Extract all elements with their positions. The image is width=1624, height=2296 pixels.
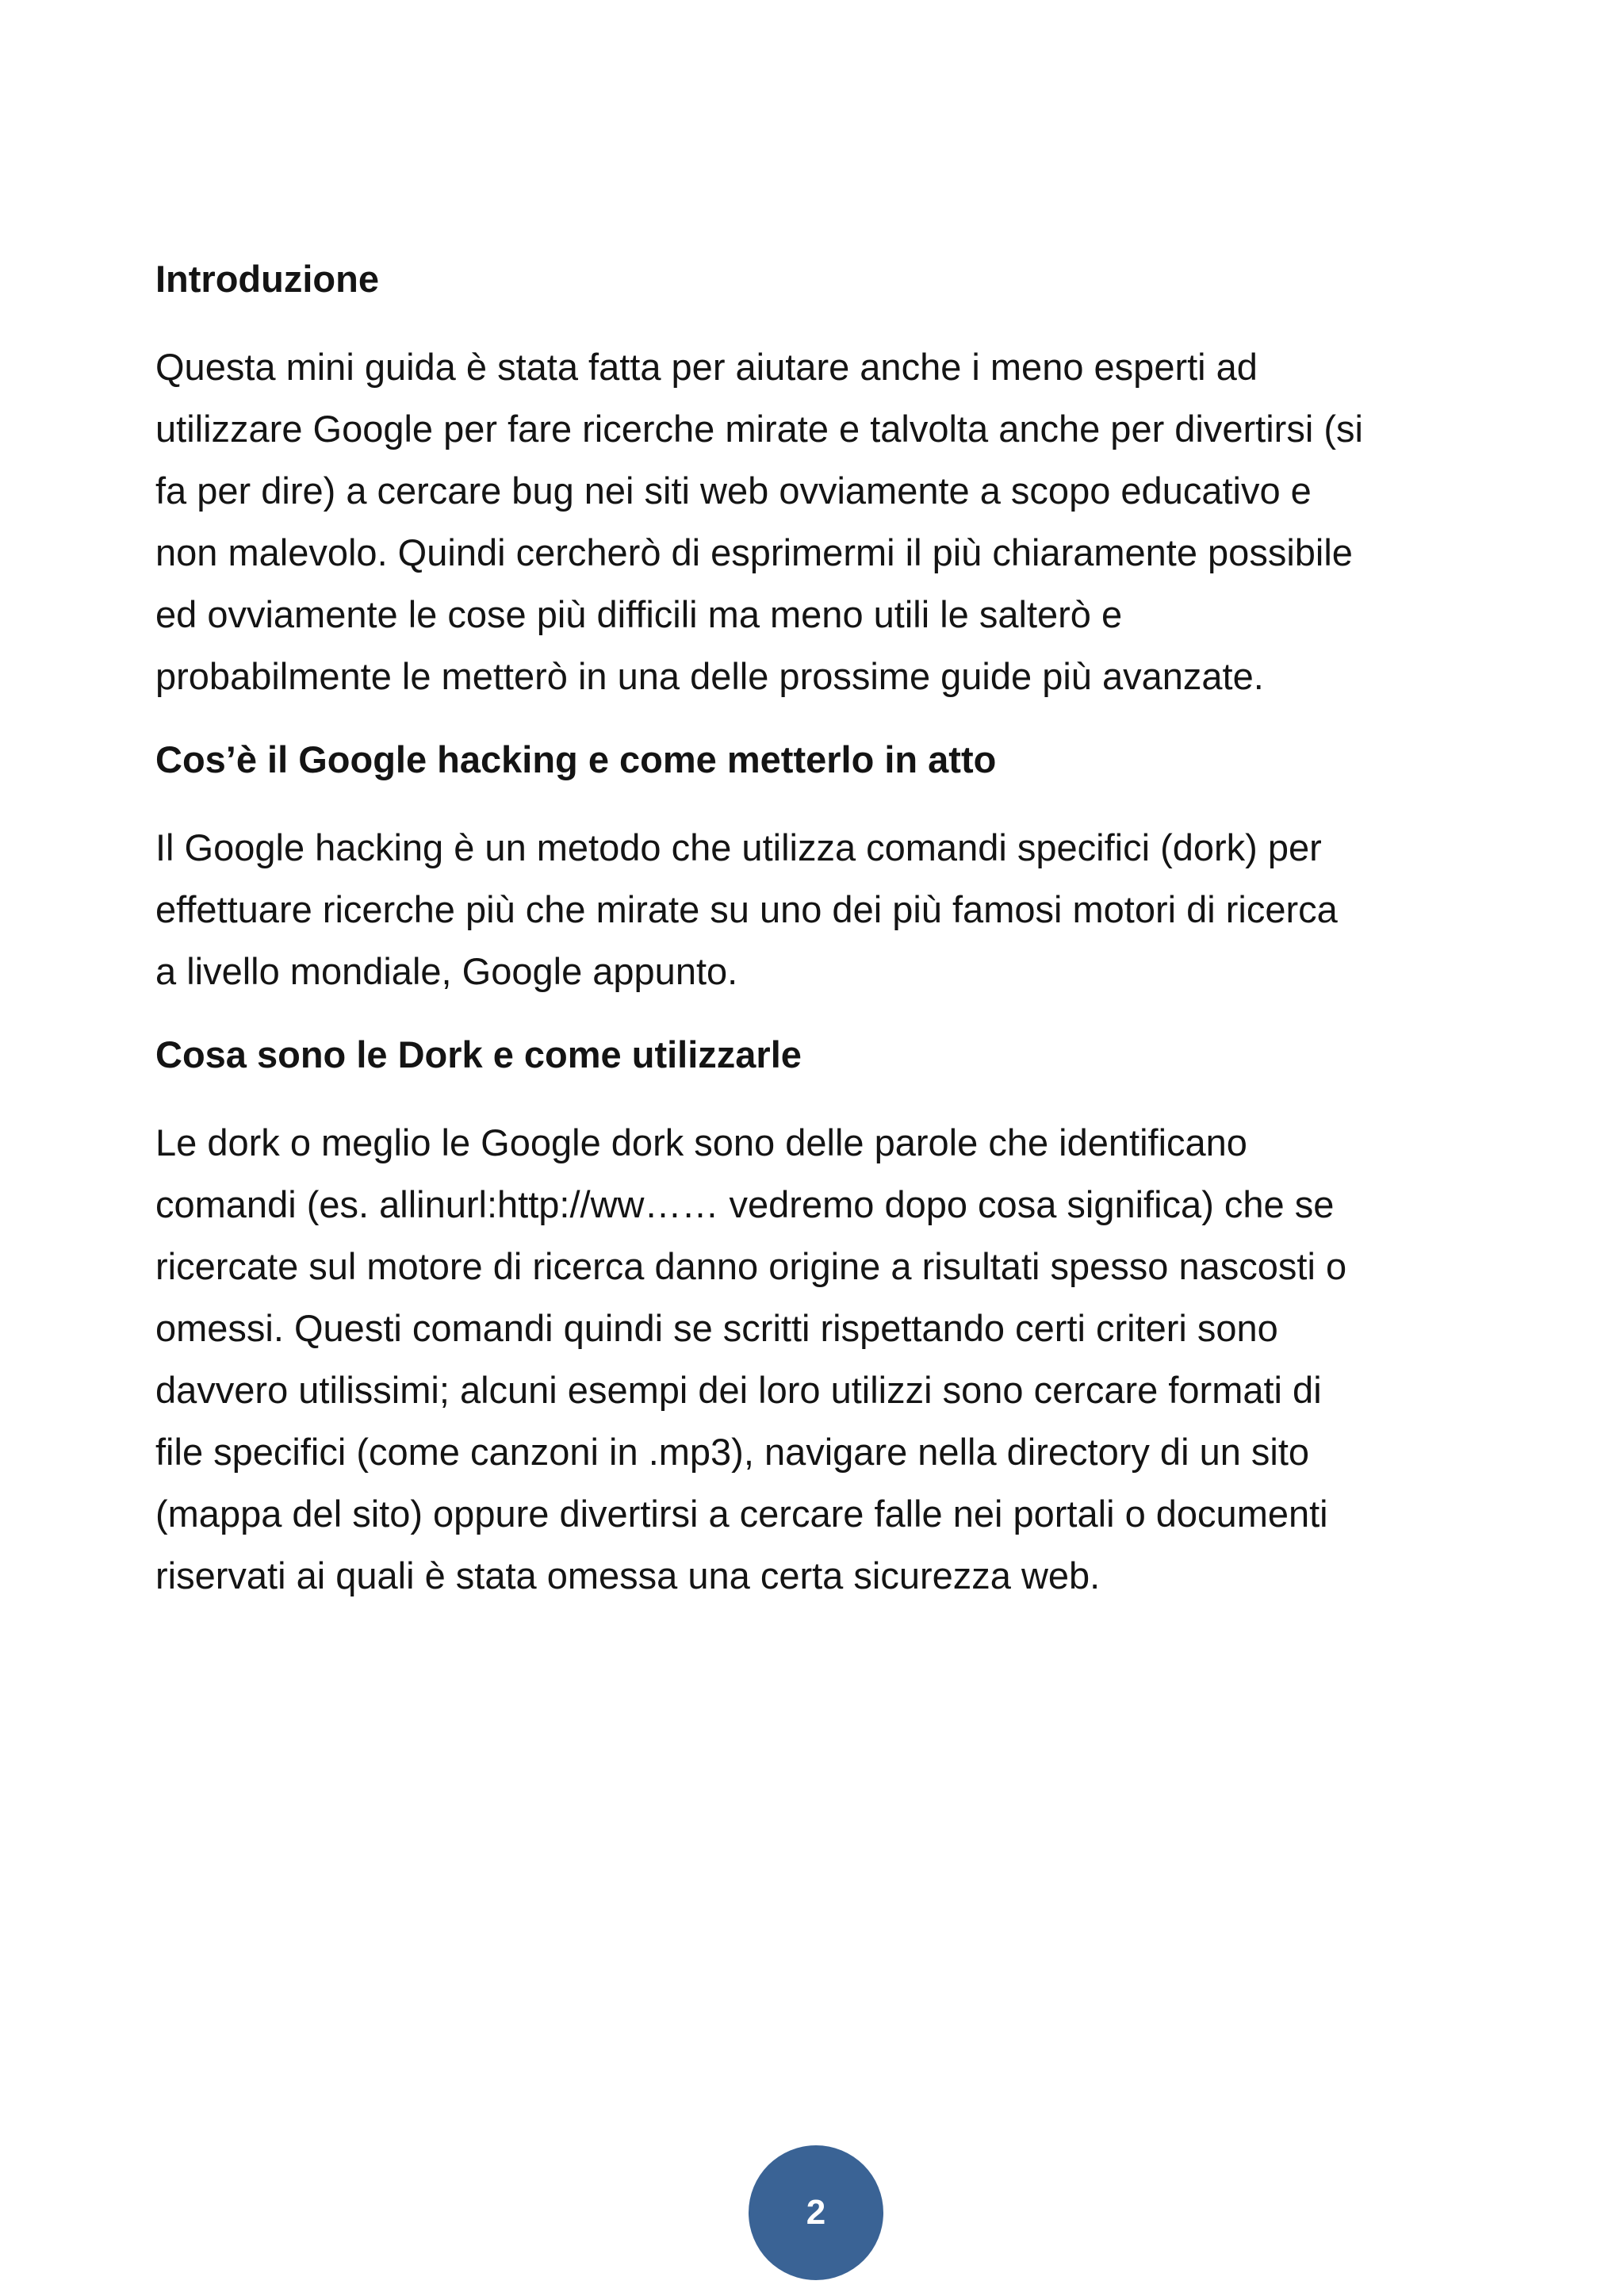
- page-number-badge: 2: [749, 2145, 883, 2280]
- paragraph-line: effettuare ricerche più che mirate su uno dei più famosi motori di ricerca: [155, 888, 1338, 930]
- paragraph-line: omessi. Questi comandi quindi se scritti rispettando certi criteri sono: [155, 1307, 1278, 1349]
- section-heading: Introduzione: [155, 258, 379, 300]
- paragraph-line: riservati ai quali è stata omessa una certa sicurezza web.: [155, 1554, 1101, 1596]
- paragraph-line: probabilmente le metterò in una delle prossime guide più avanzate.: [155, 655, 1264, 697]
- section-google-hacking: [155, 736, 1488, 1002]
- paragraph-line: Il Google hacking è un metodo che utilizza comandi specifici (dork) per: [155, 826, 1322, 868]
- section-paragraph: [155, 1112, 1488, 1607]
- document-body: [155, 255, 1488, 1635]
- paragraph-line: ricercate sul motore di ricerca danno origine a risultati spesso nascosti o: [155, 1245, 1347, 1287]
- paragraph-line: (mappa del sito) oppure divertirsi a cercare falle nei portali o documenti: [155, 1493, 1328, 1535]
- paragraph-line: davvero utilissimi; alcuni esempi dei loro utilizzi sono cercare formati di: [155, 1369, 1322, 1411]
- section-paragraph: [155, 336, 1488, 707]
- section-introduzione: [155, 255, 1488, 707]
- paragraph-line: fa per dire) a cercare bug nei siti web ovviamente a scopo educativo e: [155, 470, 1312, 512]
- paragraph-line: non malevolo. Quindi cercherò di esprimermi il più chiaramente possibile: [155, 531, 1353, 573]
- paragraph-line: ed ovviamente le cose più difficili ma meno utili le salterò e: [155, 593, 1123, 635]
- section-heading: Cosa sono le Dork e come utilizzarle: [155, 1033, 802, 1075]
- section-paragraph: [155, 817, 1488, 1002]
- paragraph-line: file specifici (come canzoni in .mp3), navigare nella directory di un sito: [155, 1431, 1310, 1473]
- paragraph-line: comandi (es. allinurl:http://ww…… vedremo dopo cosa significa) che se: [155, 1183, 1335, 1225]
- section-heading: Cos’è il Google hacking e come metterlo in atto: [155, 738, 997, 780]
- paragraph-line: a livello mondiale, Google appunto.: [155, 950, 738, 992]
- paragraph-line: Le dork o meglio le Google dork sono delle parole che identificano: [155, 1121, 1247, 1163]
- paragraph-line: utilizzare Google per fare ricerche mirate e talvolta anche per divertirsi (si: [155, 408, 1363, 450]
- section-dork: [155, 1031, 1488, 1607]
- paragraph-line: Questa mini guida è stata fatta per aiutare anche i meno esperti ad: [155, 346, 1258, 388]
